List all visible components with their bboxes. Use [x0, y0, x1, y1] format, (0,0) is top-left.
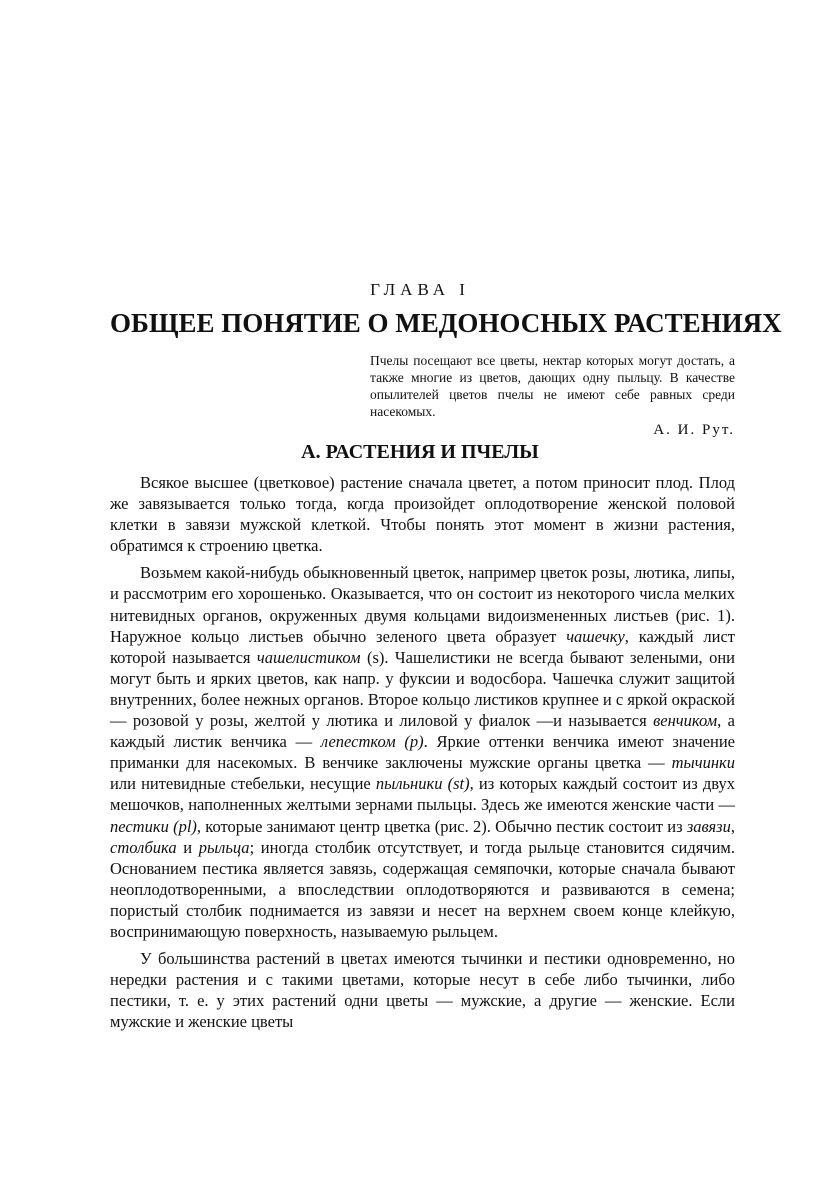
epigraph-text: Пчелы посещают все цветы, нектар которых могут достать, а также многие из цветов, дающих одну пыльцу. В качестве опылителей цветов пчелы не имеют себе равных среди насекомых. — [370, 353, 735, 419]
text-run: , которые занимают центр цветка (рис. 2). Обычно пестик состоит из — [196, 816, 683, 836]
term-tychinki: тычинки — [671, 753, 735, 773]
paragraph-1: Всякое высшее (цветковое) растение сначала цветет, а потом приносит плод. Плод же завязывается только тогда, когда произойдет оплодотворение женской половой клетки в завязи мужской клеткой. Чтобы понять этот момент в жизни растения, обратимся к строению цветка. — [110, 473, 735, 556]
epigraph-author: А. И. Рут. — [653, 422, 735, 438]
text-run: Возьмем какой-нибудь обыкновенный цветок, например цветок розы, лютика, липы, и рассмотрим его хорошенько. Оказывается, что он состоит из некоторого числа мелких нитевидных органов, окруженных двумя кольцами видоизмененных листьев (рис. 1). Наружное кольцо листьев обычно зеленого цвета образует — [110, 563, 735, 646]
paragraph-3: У большинства растений в цветах имеются тычинки и пестики одновременно, но нередки растения и с такими цветами, которые несут в себе либо тычинки, либо пестики, т. е. у этих растений одни цветы — мужские, а другие — женские. Если мужские и женские цветы — [110, 949, 735, 1032]
body-text — [110, 472, 735, 1032]
text-run: . Яркие оттенки венчика имеют значение приманки для насекомых. В венчике заключены мужские органы цветка — — [110, 732, 736, 773]
term-lepestok: лепестком (p) — [320, 732, 424, 752]
text-run: , — [730, 816, 735, 836]
section-title: А. РАСТЕНИЯ И ПЧЕЛЫ — [301, 441, 539, 463]
text-run: , каждый лист которой называется — [110, 626, 735, 667]
term-zavyaz: завязи — [686, 816, 731, 836]
term-stolbik: столбика — [110, 837, 177, 857]
term-pylniki: пыльники (st) — [375, 774, 470, 794]
text-run: , из которых каждый состоит из двух мешочков, наполненных желтыми зернами пыльцы. Здесь же имеются женские части — — [110, 774, 735, 815]
term-pestiki: пестики (pl) — [110, 816, 197, 836]
term-rylce: рыльца — [198, 837, 250, 857]
chapter-title: ОБЩЕЕ ПОНЯТИЕ О МЕДОНОСНЫХ РАСТЕНИЯХ — [110, 308, 782, 338]
chapter-label: ГЛАВА I — [370, 280, 470, 299]
text-run: или нитевидные стебельки, несущие — [110, 774, 371, 794]
text-run: , а каждый листик венчика — — [110, 711, 735, 752]
term-chashechka: чашечку — [566, 626, 625, 646]
text-run: (s). Чашелистики не всегда бывают зелеными, они могут быть и ярких цветов, как напр. у фуксии и водосбора. Чашечка служит защитой внутренних, более нежных органов. Второе кольцо листиков крупнее и с яркой окраской — розовой у розы, желтой у лютика и лиловой у фиалок —и называется — [110, 647, 735, 731]
text-run: ; иногда столбик отсутствует, и тогда рыльце становится сидячим. Основанием пестика является завязь, содержащая семяпочки, которые сначала бывают неоплодотворенными, а впоследствии оплодотворяются и развиваются в семена; пористый столбик поднимается из завязи и несет на верхнем своем конце клейкую, воспринимающую поверхность, называемую рыльцем. — [110, 837, 735, 941]
term-chashelistik: чашелистиком — [256, 647, 361, 667]
text-run: и — [183, 837, 193, 857]
paragraph-2 — [110, 562, 735, 942]
term-venchik: венчиком — [653, 711, 718, 731]
